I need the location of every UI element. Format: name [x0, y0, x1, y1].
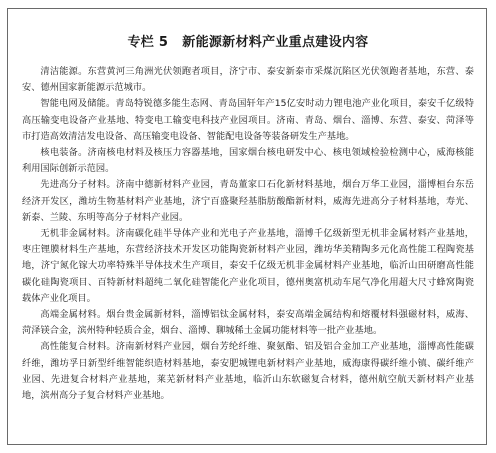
paragraph-polymer-materials: 先进高分子材料。济南中德新材料产业园，青岛董家口石化新材料基地，烟台万华工业园，淄博桓台东岳经济开发区，潍坊生物基材料产业基地，济宁百盛聚羟基脂肪酸酯新材料，威海先进高分子材料基地，寿光、新泰、兰陵、东明等高分子材料产业园。	[22, 179, 474, 223]
paragraph-clean-energy: 清洁能源。东营黄河三角洲光伏领跑者项目，济宁市、泰安新泰市采煤沉陷区光伏领跑者基地，东营、泰安、德州国家新能源示范城市。	[22, 66, 474, 94]
column-label: 专栏 5	[127, 35, 169, 50]
column-heading: 新能源新材料产业重点建设内容	[182, 35, 369, 50]
paragraph-metal-materials: 高端金属材料。烟台贵金属新材料，淄博铝钛金属材料，泰安高端金属结构和熔覆材料强磁材料，威海、菏泽镁合金，滨州特种轻质合金，烟台、淄博、聊城稀土金属功能材料等一批产业基地。	[22, 309, 474, 337]
paragraph-smart-grid: 智能电网及储能。青岛特锐德多能生态网、青岛国轩年产15亿安时动力锂电池产业化项目，泰安千亿级特高压输变电设备产业基地、特变电工输变电科技产业园项目。济南、青岛、烟台、淄博、东营、泰安、菏泽等市打造高效清洁发电设备、高压输变电设备、智能配电设备等装备研发生产基地。	[22, 98, 474, 142]
special-column-box	[7, 8, 487, 445]
paragraph-nuclear-equipment: 核电装备。济南核电材料及核压力容器基地，国家烟台核电研发中心、核电领域检验检测中心，威海核能利用国际创新示范园。	[22, 147, 474, 175]
paragraph-inorganic-materials: 无机非金属材料。济南碳化硅半导体产业和光电子产业基地，淄博千亿级新型无机非金属材料产业基地，枣庄锂膜材料生产基地，东营经济技术开发区功能陶瓷新材料产业园，潍坊华美精陶多元化高性能工程陶瓷基地，济宁氮化镓大功率特殊半导体技术生产项目，泰安千亿级无机非金属材料产业基地，临沂山田研磨高性能碳化硅陶瓷项目、百特新材料超纯二氧化硅智能化产业化项目，德州奥富机动车尾气净化用超大尺寸蜂窝陶瓷载体产业化项目。	[22, 228, 474, 304]
column-title	[22, 35, 474, 51]
paragraph-composite-materials: 高性能复合材料。济南新材料产业园，烟台芳纶纤维、聚氨酯、铝及铝合金加工产业基地，淄博高性能碳纤维，潍坊孚日新型纤维智能织造材料基地，泰安肥城锂电新材料产业基地，威海康得碳纤维小镇、碳纤维产业园、先进复合材料产业基地，莱芜新材料产业基地，临沂山东软磁复合材料，德州航空航天新材料产业基地，滨州高分子复合材料产业基地。	[22, 341, 474, 402]
